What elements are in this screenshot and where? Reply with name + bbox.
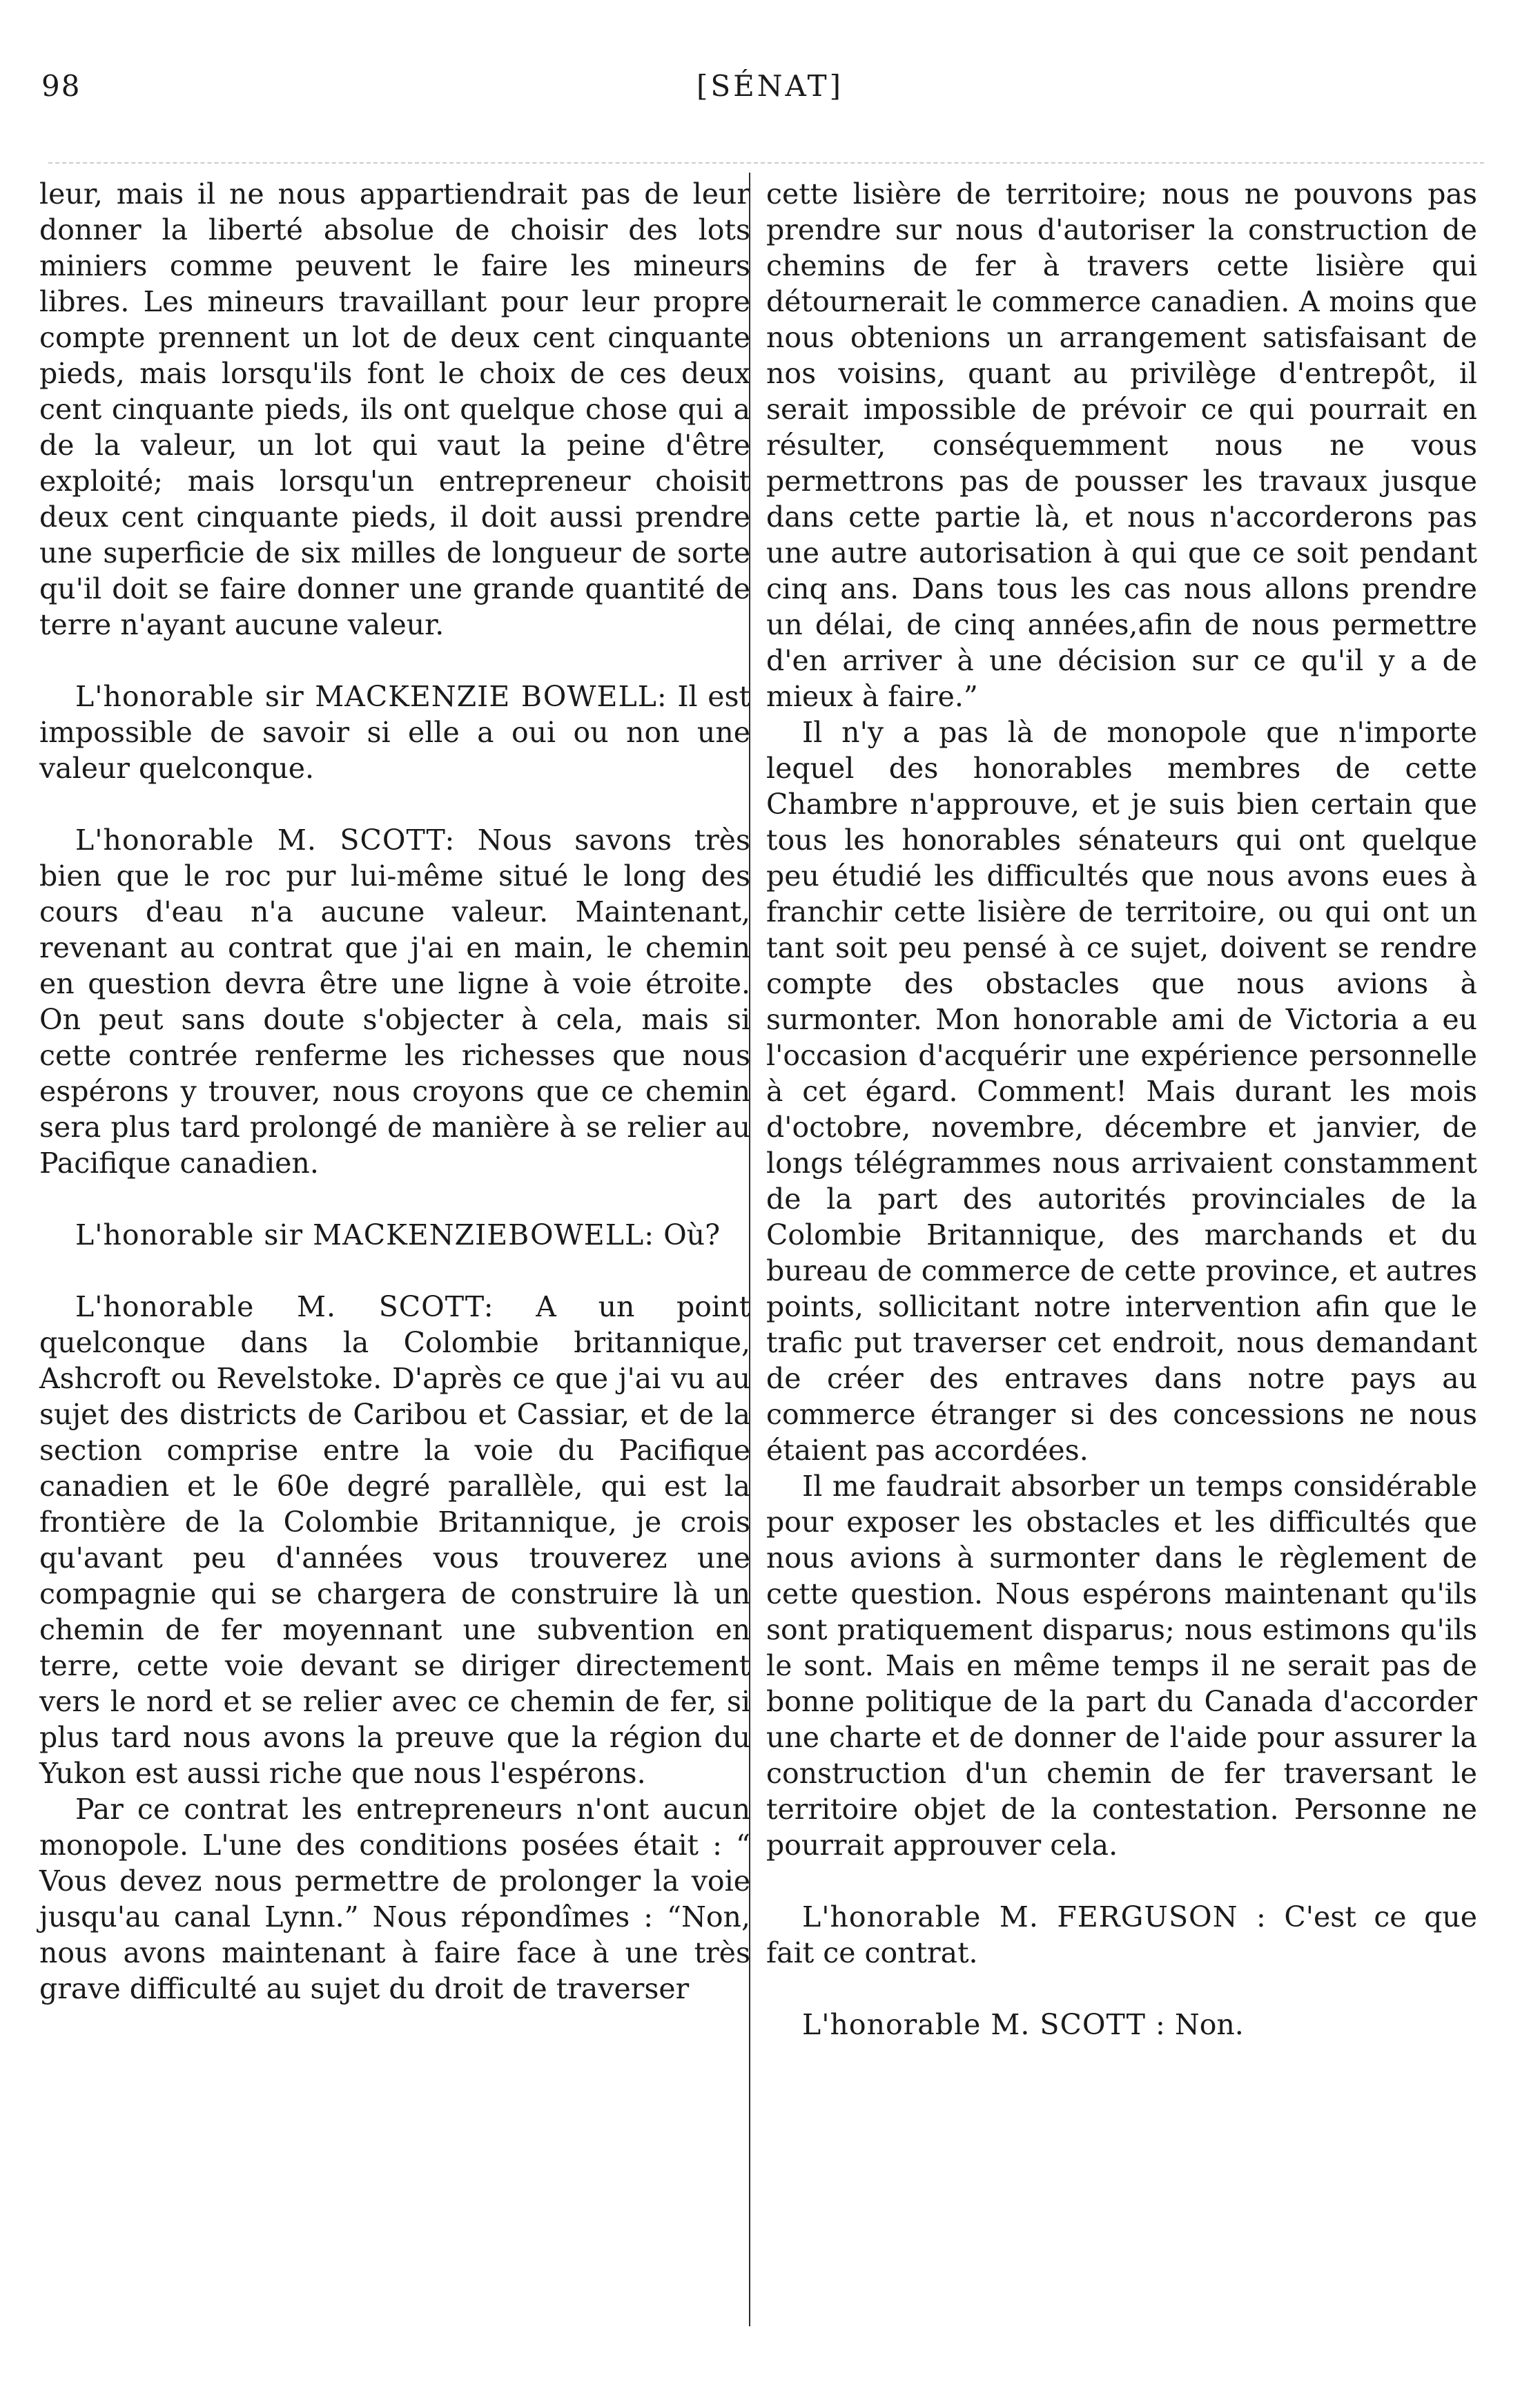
paragraph: Il n'y a pas là de monopole que n'importe lequel des honorables membres de cette Chambre n'approuve, et je suis bien certain que tous les honorables sénateurs qui ont quelque peu étudié les difficultés que nous avons eues à franchir cette lisière de territoire, ou qui ont un tant soit peu pensé à ce sujet, doivent se rendre compte des obstacles que nous avions à surmonter. Mon honorable ami de Victoria a eu l'occasion d'acquérir une expérience personnelle à cet égard. Comment! Mais durant les mois d'octobre, novembre, décembre et janvier, de longs télégrammes nous arrivaient constamment de la part des autorités provinciales de la Colombie Britannique, des marchands et du bureau de commerce de cette province, et autres points, sollicitant notre intervention afin que le trafic put traverser cet endroit, nous demandant de créer des entraves dans notre pays au commerce étranger si des concessions ne nous étaient pas accordées. [766,716,1477,1467]
running-title: [SÉNAT] [696,69,844,103]
speech-paragraph [39,1217,750,1253]
right-column [766,176,1477,2043]
column-divider [749,173,750,2326]
speech-paragraph [39,1289,750,1791]
speaker-name: L'honorable sir MACKENZIE BOWELL: [75,680,667,713]
speaker-name: L'honorable M. SCOTT : [802,2008,1166,2041]
speech-text: Non. [1174,2008,1244,2041]
paragraph: cette lisière de territoire; nous ne pouvons pas prendre sur nous d'autoriser la construction de chemins de fer à travers cette lisière qui détournerait le commerce canadien. A moins que nous obtenions un arrangement satisfaisant de nos voisins, quant au privilège d'entrepôt, il serait impossible de prévoir ce qui pourrait en résulter, conséquemment nous ne vous permettrons pas de pousser les travaux jusque dans cette partie là, et nous n'accorderons pas une autre autorisation à qui que ce soit pendant cinq ans. Dans tous les cas nous allons prendre un délai, de cinq années,afin de nous permettre d'en arriver à une décision sur ce qu'il y a de mieux à faire.” [766,177,1477,713]
speaker-name: L'honorable sir MACKENZIEBOWELL: [75,1218,655,1251]
speech-text: Où? [663,1218,721,1251]
speaker-name: L'honorable M. FERGUSON : [802,1900,1267,1933]
speech-text: C'est ce que fait ce contrat. [766,1900,1477,1969]
left-column [39,176,750,2007]
paragraph: leur, mais il ne nous appartiendrait pas de leur donner la liberté absolue de choisir des lots miniers comme peuvent le faire les mineurs libres. Les mineurs travaillant pour leur propre compte prennent un lot de deux cent cinquante pieds, mais lorsqu'ils font le choix de ces deux cent cinquante pieds, ils ont quelque chose qui a de la valeur, un lot qui vaut la peine d'être exploité; mais lorsqu'un entrepreneur choisit deux cent cinquante pieds, il doit aussi prendre une superficie de six milles de longueur de sorte qu'il doit se faire donner une grande quantité de terre n'ayant aucune valeur. [39,177,750,641]
paragraph: Il me faudrait absorber un temps considérable pour exposer les obstacles et les difficultés que nous avions à surmonter dans le règlement de cette question. Nous espérons maintenant qu'ils sont pratiquement disparus; nous estimons qu'ils le sont. Mais en même temps il ne serait pas de bonne politique de la part du Canada d'accorder une charte et de donner de l'aide pour assurer la construction d'un chemin de fer traversant le territoire objet de la contestation. Personne ne pourrait approuver cela. [766,1470,1477,1862]
speech-text: A un point quelconque dans la Colombie britannique, Ashcroft ou Revelstoke. D'après ce que j'ai vu au sujet des districts de Caribou et Cassiar, et de la section comprise entre la voie du Pacifique canadien et le 60e degré parallèle, qui est la frontière de la Colombie Britannique, je crois qu'avant peu d'années vous trouverez une compagnie qui se chargera de construire là un chemin de fer moyennant une subvention en terre, cette voie devant se diriger directement vers le nord et se relier avec ce chemin de fer, si plus tard nous avons la preuve que la région du Yukon est aussi riche que nous l'espérons. [39,1290,750,1790]
page-number: 98 [41,69,81,103]
speaker-name: L'honorable M. SCOTT: [75,824,456,857]
speech-paragraph [766,2007,1477,2043]
page-header [41,69,1499,110]
speech-text: Il est impossible de savoir si elle a oui ou non une valeur quelconque. [39,680,750,785]
paragraph: Par ce contrat les entrepreneurs n'ont aucun monopole. L'une des conditions posées était : “ Vous devez nous permettre de prolonger la voie jusqu'au canal Lynn.” Nous répondîmes : “Non, nous avons maintenant à faire face à une très grave difficulté au sujet du droit de traverser [39,1793,750,2005]
speech-text: Nous savons très bien que le roc pur lui-même situé le long des cours d'eau n'a aucune valeur. Maintenant, revenant au contrat que j'ai en main, le chemin en question devra être une ligne à voie étroite. On peut sans doute s'objecter à cela, mais si cette contrée renferme les richesses que nous espérons y trouver, nous croyons que ce chemin sera plus tard prolongé de manière à se relier au Pacifique canadien. [39,824,750,1180]
speaker-name: L'honorable M. SCOTT: [75,1290,494,1323]
header-rule [48,162,1484,164]
speech-paragraph [766,1899,1477,1971]
speech-paragraph [39,679,750,786]
speech-paragraph [39,822,750,1181]
